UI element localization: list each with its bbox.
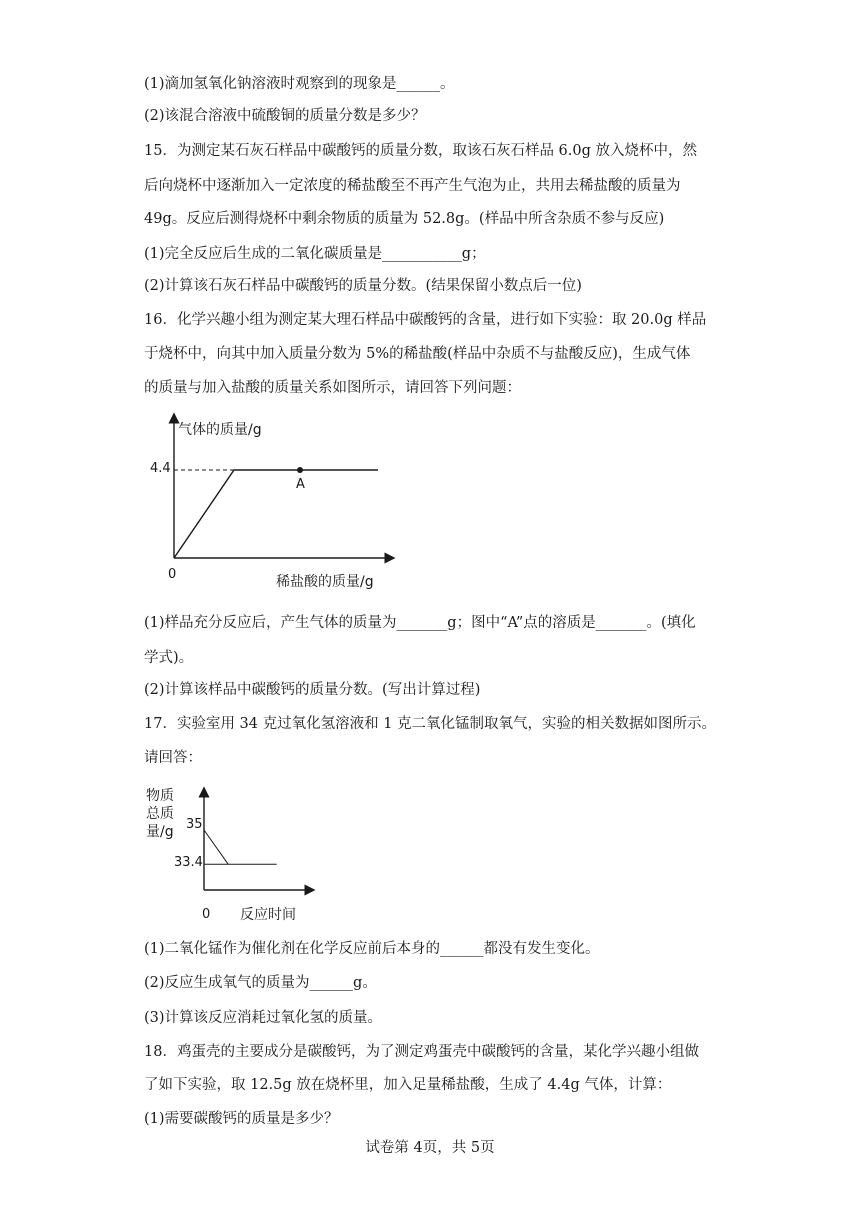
- y-axis-title: 气体的质量/g: [178, 422, 262, 438]
- question-line: 15．为测定某石灰石样品中碳酸钙的质量分数，取该石灰石样品 6.0g 放入烧杯中，然: [144, 143, 698, 159]
- question-line: (2)反应生成氧气的质量为______g。: [144, 975, 377, 991]
- question-line: (1)完全反应后生成的二氧化碳质量是___________g；: [144, 246, 486, 262]
- question-line: (2)该混合溶液中硫酸铜的质量分数是多少？: [144, 108, 426, 124]
- question-line: 了如下实验，取 12.5g 放在烧杯里，加入足量稀盐酸，生成了 4.4g 气体，计算：: [144, 1077, 672, 1093]
- question-line: 学式)。: [144, 650, 194, 666]
- question-line: 16．化学兴趣小组为测定某大理石样品中碳酸钙的含量，进行如下实验：取 20.0g 样品: [144, 312, 707, 328]
- x-axis-title: 反应时间: [240, 907, 296, 923]
- decrease-segment: [204, 830, 228, 864]
- question-line: (2)计算该石灰石样品中碳酸钙的质量分数。(结果保留小数点后一位): [144, 278, 582, 294]
- y-tick-label: 4.4: [150, 461, 171, 476]
- y-axis-title-line: 物质: [146, 788, 174, 804]
- point-a-marker: [297, 467, 303, 473]
- question-line: (1)需要碳酸钙的质量是多少？: [144, 1111, 339, 1127]
- question-line: (1)二氧化锰作为催化剂在化学反应前后本身的______都没有发生变化。: [144, 941, 600, 957]
- y-tick-label: 35: [186, 817, 203, 832]
- gas-mass-line: [174, 470, 378, 558]
- question-line: 的质量与加入盐酸的质量关系如图所示，请回答下列问题：: [144, 380, 521, 396]
- origin-label: 0: [168, 567, 177, 582]
- question-line: 后向烧杯中逐渐加入一定浓度的稀盐酸至不再产生气泡为止，共用去稀盐酸的质量为: [144, 178, 681, 194]
- x-axis-title: 稀盐酸的质量/g: [276, 574, 374, 590]
- y-axis-title-line: 总质: [146, 806, 174, 822]
- origin-label: 0: [202, 907, 211, 922]
- y-axis-title-line: 量/g: [146, 824, 174, 840]
- question-line: 18．鸡蛋壳的主要成分是碳酸钙，为了测定鸡蛋壳中碳酸钙的含量，某化学兴趣小组做: [144, 1044, 699, 1060]
- point-a-label: A: [296, 477, 305, 492]
- gas-mass-chart: [140, 412, 400, 594]
- question-line: 于烧杯中，向其中加入质量分数为 5%的稀盐酸(样品中杂质不与盐酸反应)，生成气体: [144, 346, 691, 362]
- question-line: (3)计算该反应消耗过氧化氢的质量。: [144, 1010, 383, 1026]
- question-line: (1)样品充分反应后，产生气体的质量为_______g；图中“A”点的溶质是_______。(填化: [144, 615, 696, 631]
- question-line: (2)计算该样品中碳酸钙的质量分数。(写出计算过程): [144, 682, 481, 698]
- question-line: 请回答：: [144, 750, 202, 766]
- question-line: 17．实验室用 34 克过氧化氢溶液和 1 克二氧化锰制取氧气，实验的相关数据如图所示。: [144, 716, 717, 732]
- question-line: (1)滴加氢氧化钠溶液时观察到的现象是______。: [144, 76, 455, 92]
- y-tick-label: 33.4: [174, 855, 203, 870]
- question-line: 49g。反应后测得烧杯中剩余物质的质量为 52.8g。(样品中所含杂质不参与反应): [144, 211, 665, 227]
- total-mass-chart: [140, 782, 320, 926]
- page-footer: 试卷第 4页，共 5页: [365, 1140, 495, 1156]
